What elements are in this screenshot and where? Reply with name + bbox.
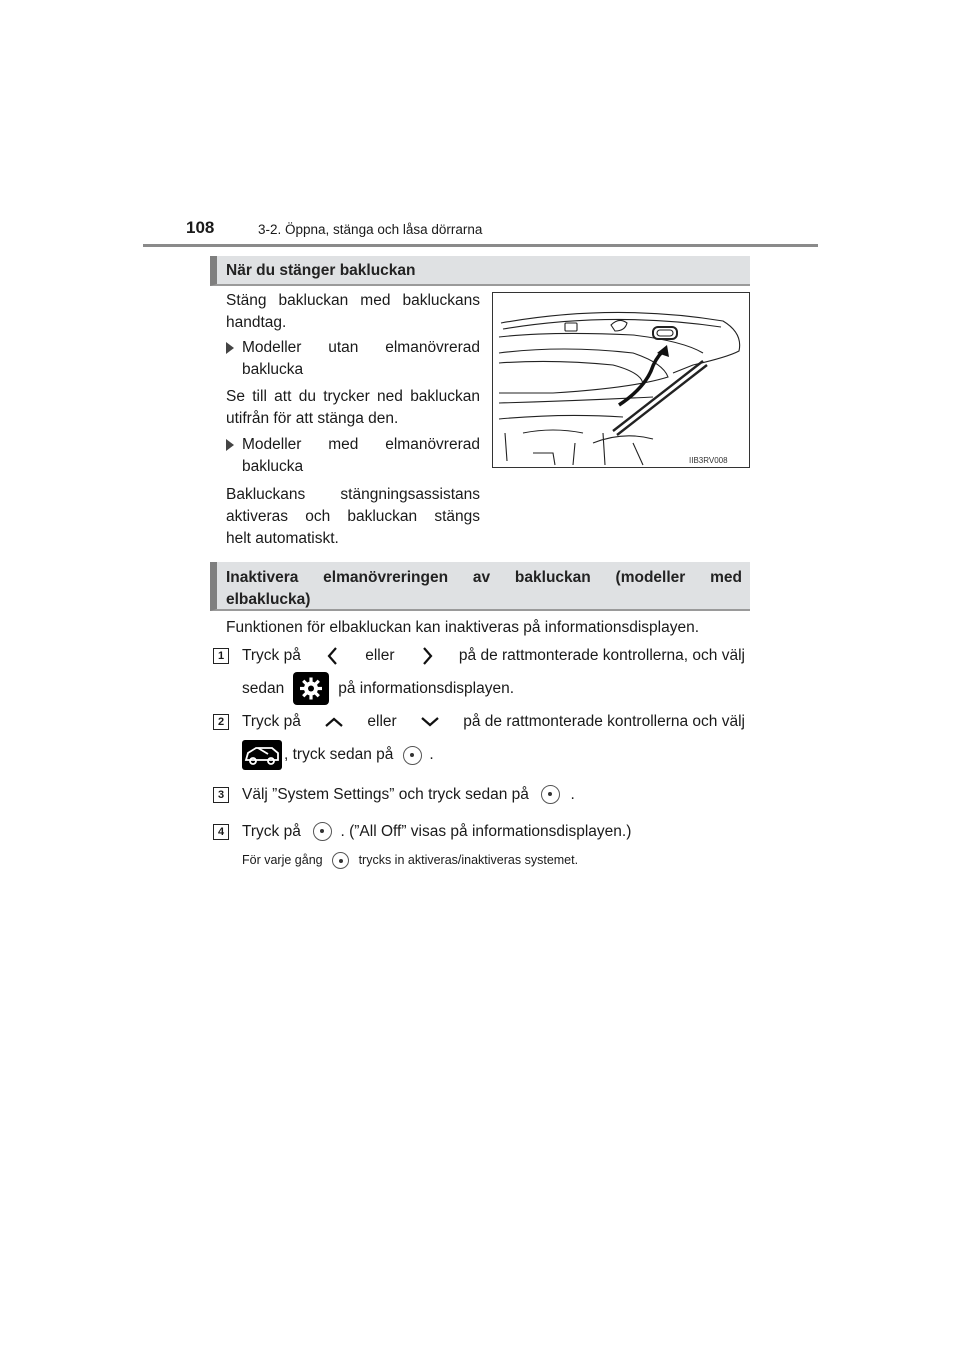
closing-intro: Stäng bakluckan med bakluckans handtag.	[226, 292, 480, 331]
bullet-triangle-icon	[226, 342, 234, 354]
step-number: 1	[213, 648, 229, 664]
chevron-left-icon	[326, 646, 340, 666]
power-close-text: Bakluckans stängningsassistans aktiveras och bakluckan stängs helt automatiskt.	[226, 486, 480, 547]
chevron-down-icon	[420, 715, 440, 729]
chevron-right-icon	[420, 646, 434, 666]
toggle-note: För varje gång trycks in aktiveras/inaktiveras systemet.	[242, 852, 578, 869]
section-heading-disable-power-tailgate: Inaktivera elmanövreringen av bakluckan (modeller med elbaklucka)	[210, 562, 750, 611]
figure-label: IIB3RV008	[689, 456, 728, 465]
tailgate-drawing	[493, 293, 750, 468]
bullet-manual-tailgate: Modeller utan elmanövrerad baklucka	[226, 337, 480, 381]
tailgate-handle-illustration	[492, 292, 750, 468]
settings-gear-icon	[293, 672, 329, 705]
section-heading-closing-tailgate: När du stänger bakluckan	[210, 256, 750, 286]
bullet-power-tailgate: Modeller med elmanövrerad baklucka	[226, 434, 480, 478]
step-1: Tryck på eller på de rattmonterade kontrollerna, och välj sedan på informationsdisplayen.	[242, 645, 745, 705]
ok-button-icon	[313, 822, 332, 841]
step-4: Tryck på . (”All Off” visas på informationsdisplayen.)	[242, 823, 632, 840]
step-number: 3	[213, 787, 229, 803]
step-number: 2	[213, 714, 229, 730]
step-number: 4	[213, 824, 229, 840]
vehicle-settings-icon	[242, 740, 282, 770]
chevron-up-icon	[324, 715, 344, 729]
ok-button-icon	[403, 746, 422, 765]
manual-close-text: Se till att du trycker ned bakluckan utifrån för att stänga den.	[226, 388, 480, 427]
bullet-triangle-icon	[226, 439, 234, 451]
header-divider	[143, 244, 818, 247]
page-number: 108	[186, 218, 215, 237]
disable-intro: Funktionen för elbakluckan kan inaktiveras på informationsdisplayen.	[226, 619, 700, 636]
ok-button-icon	[541, 785, 560, 804]
ok-button-icon	[332, 852, 349, 869]
step-3: Välj ”System Settings” och tryck sedan på .	[242, 786, 575, 803]
breadcrumb: 3-2. Öppna, stänga och låsa dörrarna	[258, 222, 483, 237]
step-2: Tryck på eller på de rattmonterade kontrollerna och välj , tryck sedan på .	[242, 711, 745, 770]
